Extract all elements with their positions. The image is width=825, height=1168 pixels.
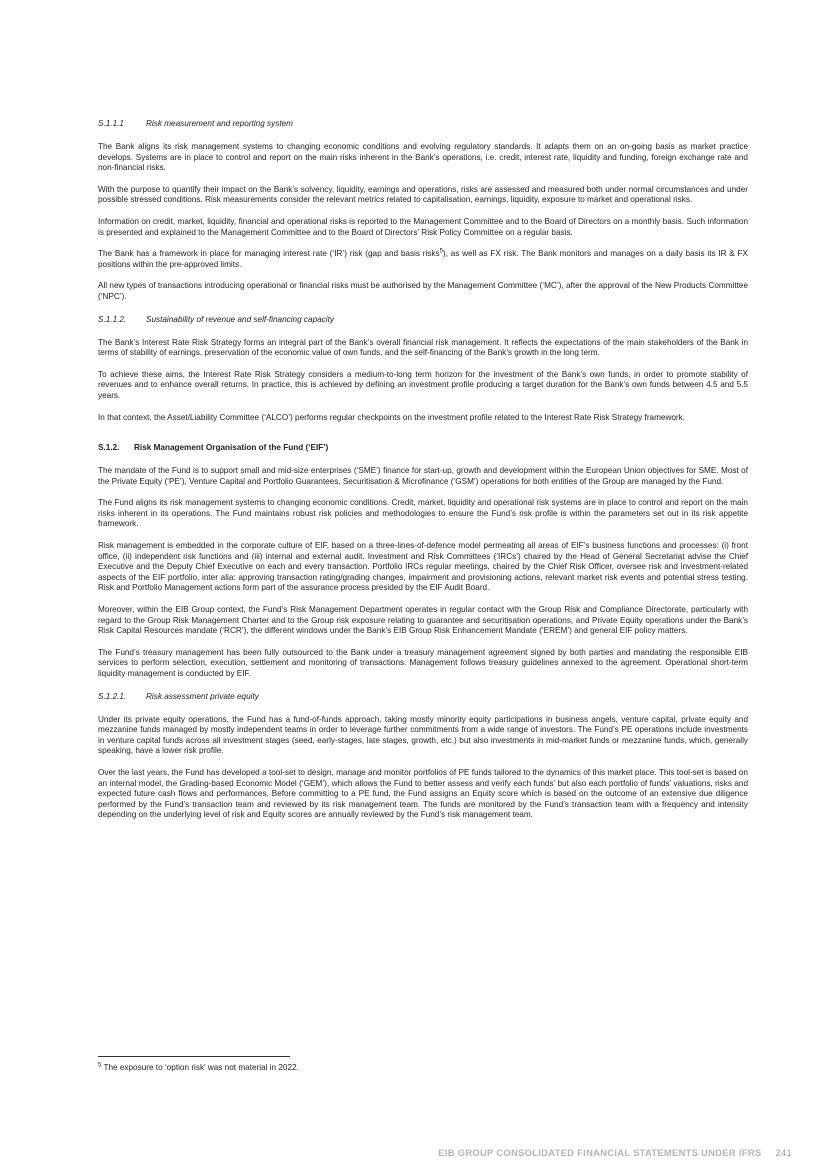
footnote-divider — [98, 1056, 290, 1057]
page-footer — [438, 1147, 792, 1159]
footnote-reference[interactable]: 5 — [439, 248, 443, 255]
section-heading-s1-2: S.1.2. Risk Management Organisation of the Fund (‘EIF’) — [98, 443, 329, 453]
paragraph: All new types of transactions introducing operational or financial risks must be authorised by the Management Committee (‘MC’), after the approval of the New Products Committee (‘NPC’). — [98, 281, 748, 301]
paragraph: Risk management is embedded in the corporate culture of EIF, based on a three-lines-of-defence model permeating all areas of EIF’s business functions and processes: (i) front office, (ii) independent risk functions and (iii) internal and external audit. Investment and Risk Committees (‘IRCs’) chaired by the Head of General Secretariat advise the Chief Executive and the Deputy Chief Executive on each and every transaction. Portfolio IRCs regular meetings, chaired by the Chief Risk Officer, oversee risk and investment-related aspects of the EIF portfolio, inter alia: approving transaction rating/grading changes, impairment and provisioning actions, relevant market risk events and potential stress testing. Risk and Portfolio Management actions form part of the assurance process presided by the EIF Audit Board. — [98, 541, 748, 593]
paragraph: Moreover, within the EIB Group context, the Fund’s Risk Management Department operates in regular contact with the Group Risk and Compliance Directorate, particularly with regard to the Group Risk Management Charter and to the Group risk exposure relating to guarantee and securitisation operations, and Private Equity operations under the Bank’s Risk Capital Resources mandate (‘RCR’), the different windows under the Bank’s EIB Group Risk Enhancement Mandate (‘EREM’) and general EIF policy matters. — [98, 605, 748, 636]
section-heading-s1-1-1: S.1.1.1 Risk measurement and reporting system — [98, 119, 293, 128]
paragraph: The Fund aligns its risk management systems to changing economic conditions. Credit, market, liquidity and operational risk systems are in place to control and report on the main risks inherent in its operations. The Fund maintains robust risk policies and methodologies to ensure the Fund’s risk profile is within the parameters set out in its risk appetite framework. — [98, 498, 748, 529]
paragraph: To achieve these aims, the Interest Rate Risk Strategy considers a medium-to-long term horizon for the investment of the Bank’s own funds, in order to promote stability of revenues and to enhance overall returns. In practice, this is achieved by defining an investment profile producing a target duration for the Bank’s own funds between 4.5 and 5.5 years. — [98, 369, 748, 400]
paragraph: The Fund’s treasury management has been fully outsourced to the Bank under a treasury management agreement signed by both parties and mandating the responsible EIB services to perform selection, execution, settlement and monitoring of transactions. Management follows treasury guidelines annexed to the agreement. Operational short-term liquidity management is conducted by EIF. — [98, 647, 748, 678]
section-gap — [98, 434, 748, 442]
paragraph: Over the last years, the Fund has developed a tool-set to design, manage and monitor portfolios of PE funds tailored to the dynamics of this market place. This tool-set is based on an internal model, the Grading-based Economic Model (‘GEM’), which allows the Fund to better assess and verify each funds’ but also each portfolio of funds’ valuations, risks and expected future cash flows and performances. Before committing to a PE fund, the Fund assigns an Equity score which is based on the outcome of an extensive due diligence performed by the Fund’s transaction team and reviewed by its risk management team. The funds are monitored by the Fund’s transaction team with a frequency and intensity depending on the underlying level of risk and Equity scores are annually reviewed by the Fund’s risk management team. — [98, 767, 748, 820]
paragraph: In that context, the Asset/Liability Committee (‘ALCO’) performs regular checkpoints on the investment profile related to the Interest Rate Risk Strategy framework. — [98, 412, 686, 422]
paragraph: The Bank aligns its risk management systems to changing economic conditions and evolving regulatory standards. It adapts them on an on-going basis as market practice develops. Systems are in place to control and report on the main risks inherent in the Bank’s operations, i.e. credit, interest rate, liquidity and funding, foreign exchange rate and non-financial risks. — [98, 142, 748, 173]
paragraph: Under its private equity operations, the Fund has a fund-of-funds approach, taking mostly minority equity participations in business angels, venture capital, private equity and mezzanine funds managed by mostly independent teams in order to leverage further commitments from a wide range of investors. The Fund’s PE operations include investments in venture capital funds across all investment stages (seed, early-stages, late stages, growth, etc.) but also investments in mid-market funds or mezzanine funds, which, generally speaking, have a lower risk profile. — [98, 714, 748, 756]
footnote-text: The exposure to ‘option risk’ was not material in 2022. — [101, 1063, 299, 1072]
section-heading-s1-2-1: S.1.2.1. Risk assessment private equity — [98, 691, 259, 701]
section-heading-s1-1-2: S.1.1.2. Sustainability of revenue and self-financing capacity — [98, 314, 334, 324]
paragraph: With the purpose to quantify their impact on the Bank’s solvency, liquidity, earnings and operations, risks are assessed and measured both under normal circumstances and under possible stressed conditions. Risk measurements consider the relevant metrics related to capitalisation, earnings, liquidity, exposure to market and operational risks. — [98, 184, 748, 205]
page-body — [98, 118, 748, 832]
footnote-marker: 5 — [98, 1062, 102, 1069]
paragraph: Information on credit, market, liquidity, financial and operational risks is reported to the Management Committee and to the Board of Directors on a monthly basis. Such information is presented and explained to the Management Committee and to the Board of Directors’ Risk Policy Committee on a regular basis. — [98, 216, 748, 237]
paragraph: The Bank’s Interest Rate Risk Strategy forms an integral part of the Bank’s overall financial risk management. It reflects the expectations of the main stakeholders of the Bank in terms of stability of earnings, preservation of the economic value of own funds, and the self-financing of the Bank’s growth in the long term. — [98, 337, 748, 358]
paragraph: The mandate of the Fund is to support small and mid-size enterprises (‘SME’) finance for start-up, growth and development within the European Union objectives for SME. Most of the Private Equity (‘PE’), Venture Capital and Portfolio Guarantees, Securitisation & Microfinance (‘GSM’) operations for both entities of the Group are managed by the Fund. — [98, 466, 748, 486]
page-number: 241 — [775, 1147, 792, 1158]
paragraph-with-footnote: The Bank has a framework in place for managing interest rate (‘IR’) risk (gap and basis risks$^5$), as well as FX risk. The Bank monitors and manages on a daily basis its IR & FX positions within the pre-approved limits. — [98, 248, 748, 269]
footer-title: EIB GROUP CONSOLIDATED FINANCIAL STATEMENTS UNDER IFRS — [438, 1147, 762, 1158]
footnote — [98, 1063, 299, 1073]
